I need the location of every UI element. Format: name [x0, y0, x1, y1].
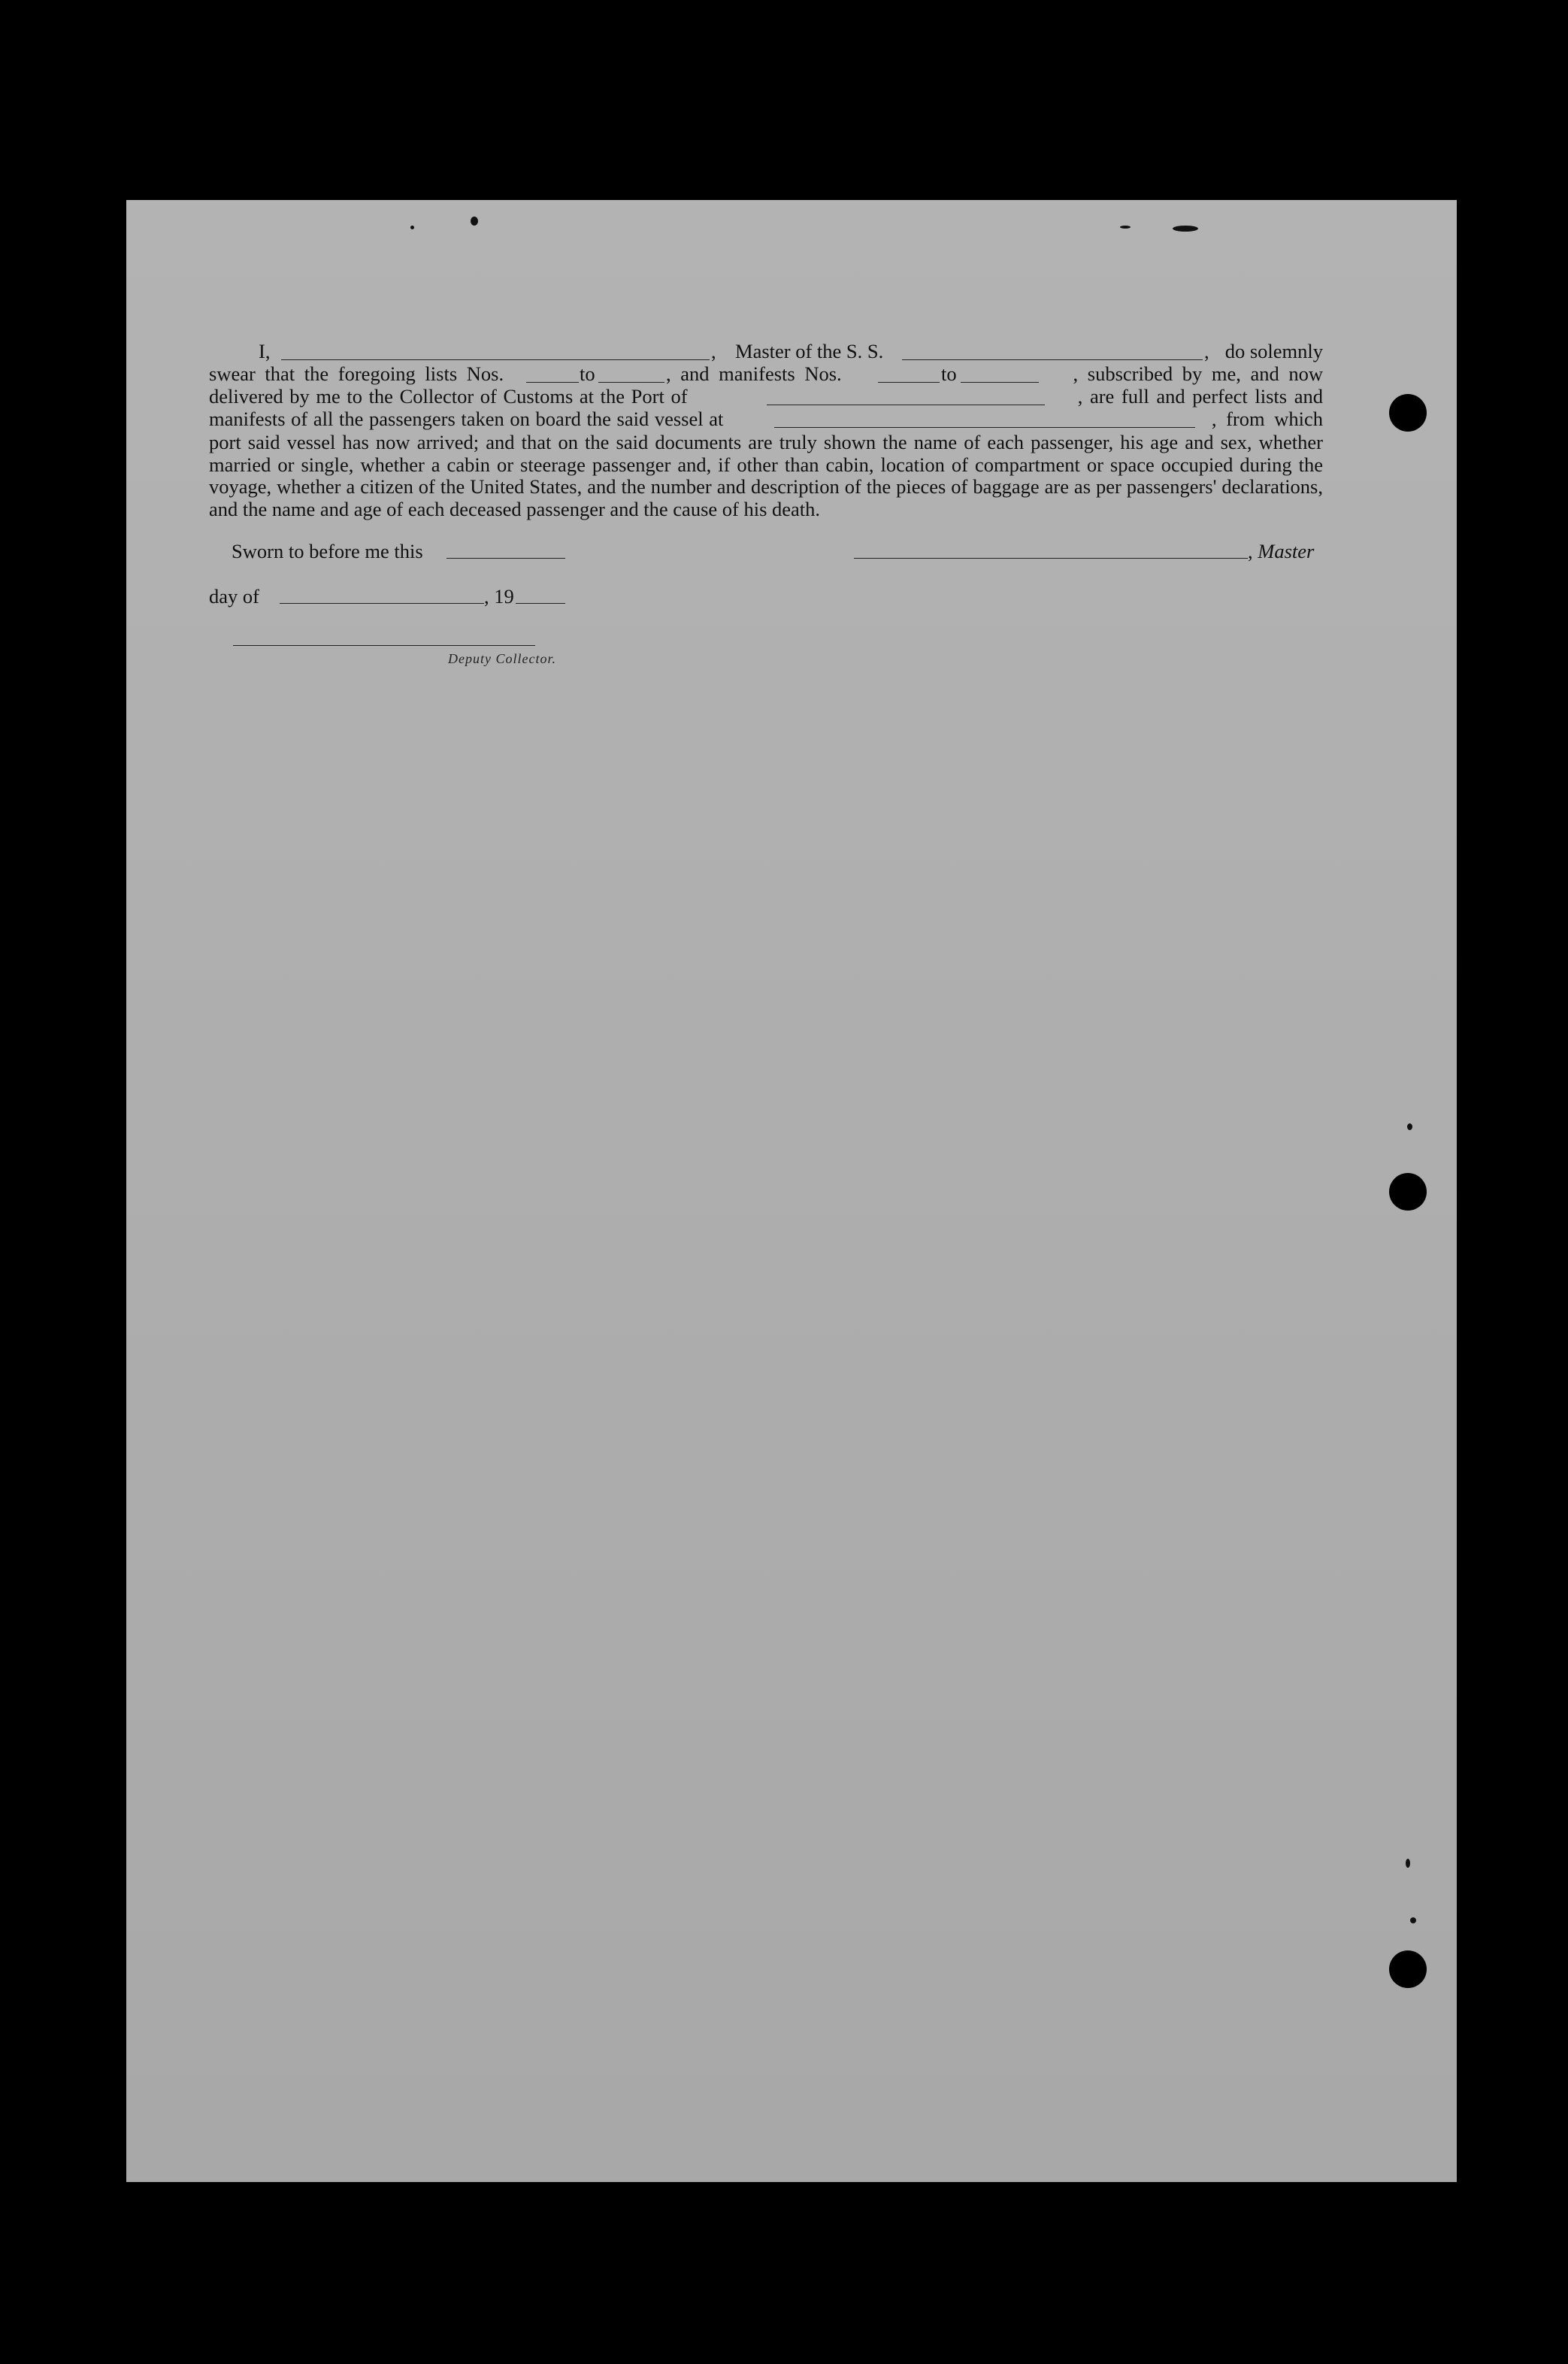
- scan-speck: [1173, 226, 1198, 232]
- manifests-to-blank: [961, 367, 1039, 383]
- sworn-date-blank: [446, 558, 565, 559]
- master-signature-blank: [854, 558, 1248, 559]
- scan-speck: [1406, 1859, 1410, 1868]
- scan-speck: [410, 226, 414, 229]
- port-blank: [767, 389, 1045, 405]
- punch-hole-top: [1389, 394, 1427, 432]
- year-prefix-label: , 19: [484, 585, 514, 608]
- scan-speck: [1120, 226, 1131, 229]
- deputy-collector-signature-blank: [233, 645, 535, 646]
- punch-hole-middle: [1389, 1173, 1427, 1211]
- subscribed-label: , subscribed by me, and now: [1073, 362, 1323, 385]
- deputy-collector-label: Deputy Collector.: [448, 651, 556, 666]
- comma: ,: [711, 340, 716, 362]
- oath-body-text: port said vessel has now arrived; and that on the said documents are truly shown the name of each passenger, his age and sex, whether married or single, whether a cabin or steerage passenger and, if other than cabin, location of compartment or space occupied during the voyage, whether a citizen of the United States, and the number and description of the pieces of baggage are as per passengers' declarations, and the name and age of each deceased passenger and the cause of his death.: [209, 431, 1323, 520]
- manifests-from-blank: [878, 367, 940, 383]
- oath-body: [209, 432, 1323, 520]
- master-signature: , Master: [1248, 540, 1315, 562]
- do-solemnly-label: do solemnly: [1224, 340, 1323, 362]
- day-of-line: [209, 585, 259, 608]
- scan-speck: [471, 217, 478, 226]
- sworn-to-line: [232, 540, 423, 563]
- are-full-label: , are full and perfect lists and: [1077, 385, 1323, 408]
- vessel-taken-at-blank: [774, 412, 1195, 428]
- lists-from-blank: [526, 367, 579, 383]
- punch-hole-bottom: [1389, 1950, 1427, 1988]
- to-label: to: [941, 362, 957, 385]
- to-label: to: [580, 362, 595, 385]
- oath-i: I,: [259, 340, 271, 362]
- day-of-label: day of: [209, 585, 259, 608]
- scan-speck: [1410, 1917, 1416, 1923]
- scan-speck: [1407, 1123, 1412, 1130]
- sworn-to-label: Sworn to before me this: [232, 540, 423, 562]
- swear-text: swear that the foregoing lists Nos.: [209, 362, 504, 385]
- year-prefix: [484, 585, 514, 608]
- lists-to-blank: [598, 367, 664, 383]
- vessel-name-blank: [902, 344, 1203, 360]
- year-blank: [516, 603, 565, 604]
- comma: ,: [1204, 340, 1209, 362]
- master-label: Master: [1258, 540, 1315, 562]
- month-blank: [280, 603, 484, 604]
- from-which-label: , from which: [1211, 408, 1323, 430]
- master-name-blank: [281, 344, 710, 360]
- delivered-text: delivered by me to the Collector of Customs at the Port of: [209, 385, 688, 408]
- manifests-text: manifests of all the passengers taken on board the said vessel at: [209, 408, 724, 430]
- master-of-label: Master of the S. S.: [735, 340, 884, 362]
- manifests-label: , and manifests Nos.: [666, 362, 842, 385]
